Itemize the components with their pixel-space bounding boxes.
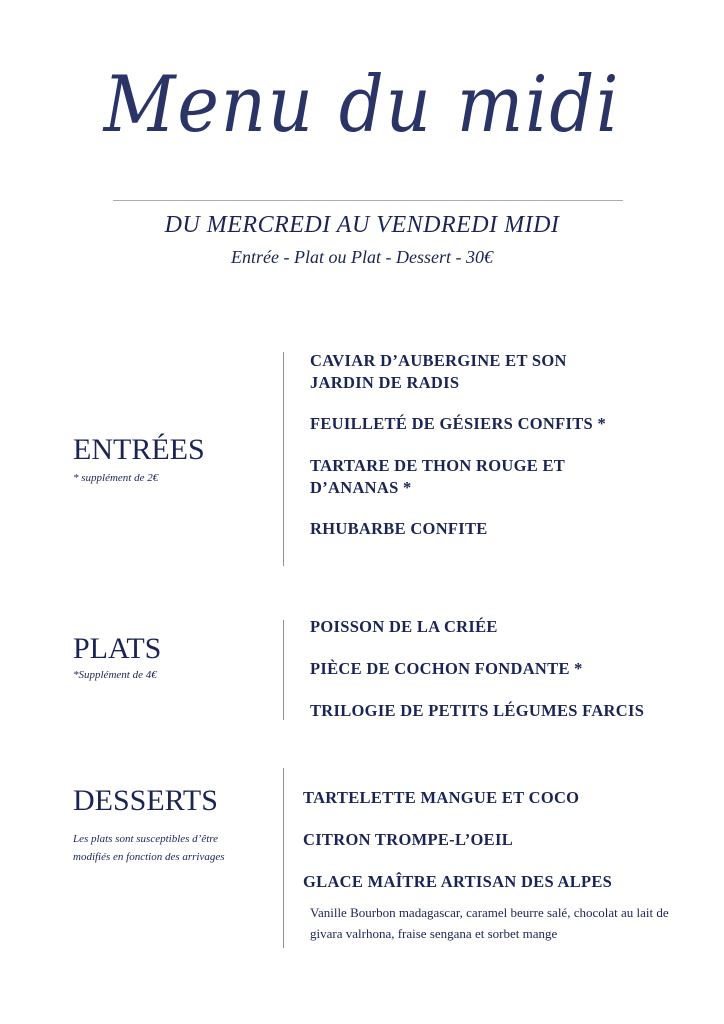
menu-subtitle: DU MERCREDI AU VENDREDI MIDI [164, 212, 560, 238]
section-title-entrees: ENTRÉES [73, 433, 205, 466]
menu-item: TRILOGIE DE PETITS LÉGUMES FARCIS [310, 701, 645, 720]
menu-item: TARTELETTE MANGUE ET COCO [303, 788, 580, 807]
menu-item: POISSON DE LA CRIÉE [310, 617, 498, 636]
menu-item: RHUBARBE CONFITE [310, 519, 488, 538]
menu-item: PIÈCE DE COCHON FONDANTE * [310, 659, 583, 678]
divider [283, 768, 284, 948]
section-title-desserts: DESSERTS [73, 784, 218, 817]
entrees-note: * supplément de 2€ [73, 472, 159, 484]
divider [283, 620, 284, 720]
plats-note: *Supplément de 4€ [73, 669, 157, 681]
menu-item: CAVIAR D’AUBERGINE ET SON JARDIN DE RADIS [310, 351, 567, 392]
menu-item: GLACE MAÎTRE ARTISAN DES ALPES [303, 872, 613, 891]
divider [113, 200, 623, 201]
divider [283, 352, 284, 566]
menu-item: TARTARE DE THON ROUGE ET D’ANANAS * [310, 456, 565, 497]
menu-item: CITRON TROMPE-L’OEIL [303, 830, 513, 849]
dessert-description: Vanille Bourbon madagascar, caramel beurre salé, chocolat au lait de givara valrhona, fraise sengana et sorbet mange [310, 905, 669, 941]
menu-item: FEUILLETÉ DE GÉSIERS CONFITS * [310, 414, 607, 433]
section-title-plats: PLATS [73, 632, 162, 665]
desserts-note: Les plats sont susceptibles d’être modifiés en fonction des arrivages [73, 833, 225, 863]
menu-formula: Entrée - Plat ou Plat - Dessert - 30€ [231, 247, 493, 267]
menu-title: Menu du midi [103, 60, 621, 150]
